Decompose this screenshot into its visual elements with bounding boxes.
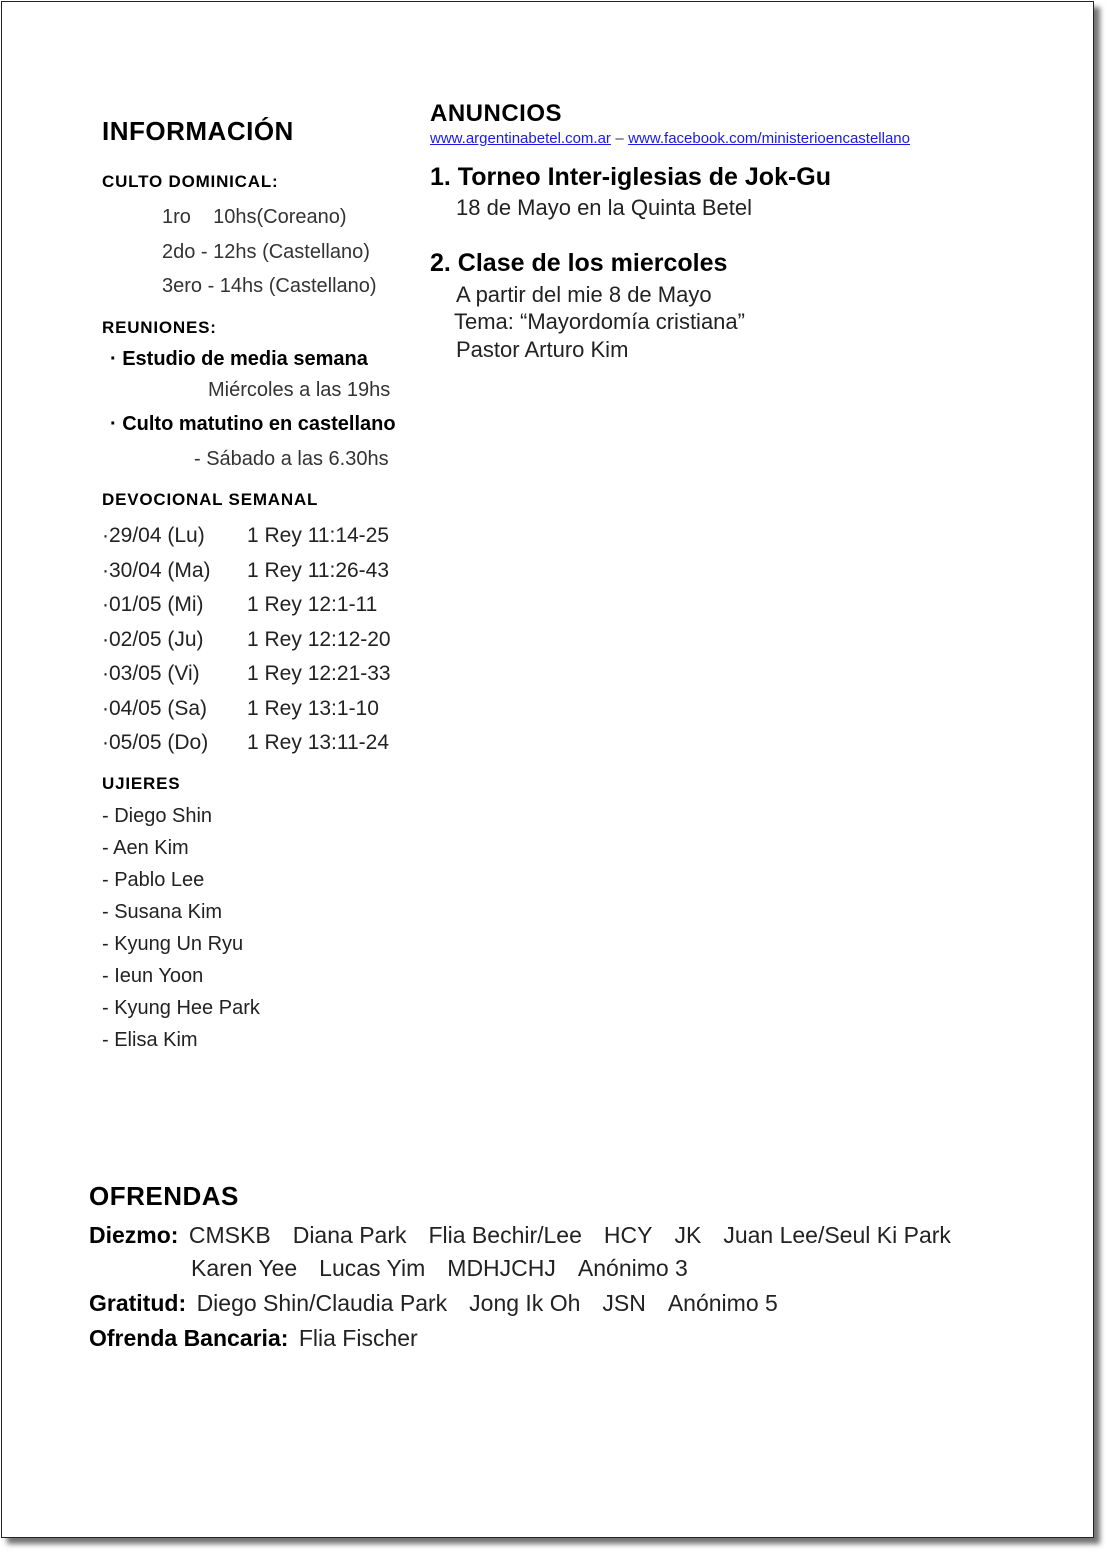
- donor-name: Diana Park: [292, 1222, 407, 1248]
- ujier-name: - Kyung Hee Park: [102, 997, 260, 1019]
- anuncio-2-line-3: Pastor Arturo Kim: [456, 337, 629, 362]
- donor-name: Diego Shin/Claudia Park: [196, 1290, 448, 1316]
- devocional-row: [102, 628, 402, 663]
- devocional-ref: 1 Rey 12:21-33: [247, 662, 391, 685]
- ujier-name: - Susana Kim: [102, 901, 223, 923]
- reunion-item-2-time: - Sábado a las 6.30hs: [194, 448, 389, 470]
- diezmo-row-2: [191, 1255, 688, 1282]
- bancaria-row: [89, 1325, 418, 1352]
- devocional-ref: 1 Rey 12:12-20: [247, 627, 391, 651]
- devocional-heading: DEVOCIONAL SEMANAL: [102, 490, 319, 509]
- devocional-row: [102, 697, 402, 732]
- donor-name: Flia Fischer: [298, 1325, 418, 1351]
- info-title: INFORMACIÓN: [102, 116, 294, 146]
- culto-line-1: 1ro 10hs(Coreano): [162, 206, 347, 228]
- reunion-item-2-title: · Culto matutino en castellano: [110, 413, 396, 435]
- ujier-name: - Kyung Un Ryu: [102, 933, 244, 955]
- anuncios-links: [430, 130, 910, 148]
- anuncio-1-title: 1. Torneo Inter-iglesias de Jok-Gu: [430, 163, 832, 191]
- anuncios-title: ANUNCIOS: [430, 100, 563, 127]
- ujier-name: - Aen Kim: [102, 837, 189, 859]
- ujier-name: - Pablo Lee: [102, 869, 205, 891]
- donor-name: JSN: [602, 1290, 646, 1316]
- devocional-row: [102, 559, 402, 594]
- donor-name: Anónimo 3: [577, 1255, 688, 1281]
- website-link[interactable]: www.argentinabetel.com.ar: [430, 130, 611, 147]
- devocional-ref: 1 Rey 11:14-25: [247, 524, 390, 547]
- devocional-row: [102, 593, 402, 628]
- link-separator: –: [615, 130, 624, 147]
- donor-name: MDHJCHJ: [447, 1255, 556, 1281]
- gratitud-label: Gratitud:: [89, 1290, 187, 1316]
- diezmo-label: Diezmo:: [89, 1222, 179, 1248]
- anuncio-2-line-2: Tema: “Mayordomía cristiana”: [454, 309, 745, 334]
- bulletin-page: [1, 1, 1094, 1538]
- devocional-row: [102, 524, 402, 559]
- devocional-date: ·03/05 (Vi): [102, 662, 200, 685]
- devocional-date: ·29/04 (Lu): [102, 524, 205, 547]
- ujieres-heading: UJIERES: [102, 774, 181, 793]
- devocional-ref: 1 Rey 12:1-11: [247, 593, 378, 616]
- devocional-date: ·30/04 (Ma): [102, 558, 211, 582]
- diezmo-row-1: [89, 1222, 951, 1249]
- devocional-ref: 1 Rey 13:1-10: [247, 696, 379, 720]
- anuncio-2-title: 2. Clase de los miercoles: [430, 249, 728, 277]
- devocional-date: ·02/05 (Ju): [102, 627, 204, 651]
- reuniones-heading: REUNIONES:: [102, 318, 217, 337]
- ujier-name: - Elisa Kim: [102, 1029, 198, 1051]
- donor-name: Flia Bechir/Lee: [428, 1222, 582, 1248]
- culto-heading: CULTO DOMINICAL:: [102, 172, 279, 191]
- devocional-date: ·04/05 (Sa): [102, 696, 208, 720]
- donor-name: Lucas Yim: [319, 1255, 426, 1281]
- devocional-date: ·01/05 (Mi): [102, 593, 204, 616]
- ujier-name: - Ieun Yoon: [102, 965, 204, 987]
- ujier-name: - Diego Shin: [102, 805, 213, 827]
- devocional-ref: 1 Rey 11:26-43: [247, 558, 390, 582]
- donor-name: Jong Ik Oh: [469, 1290, 581, 1316]
- gratitud-row: [89, 1290, 778, 1317]
- donor-name: HCY: [603, 1222, 653, 1248]
- anuncio-1-line-1: 18 de Mayo en la Quinta Betel: [456, 195, 752, 220]
- donor-name: Anónimo 5: [667, 1290, 778, 1316]
- bancaria-label: Ofrenda Bancaria:: [89, 1325, 289, 1351]
- ofrendas-title: OFRENDAS: [89, 1181, 239, 1211]
- donor-name: Karen Yee: [191, 1255, 298, 1281]
- reunion-item-1-title: · Estudio de media semana: [110, 348, 368, 370]
- ujieres-list: [102, 805, 260, 1061]
- devocional-row: [102, 731, 402, 766]
- donor-name: Juan Lee/Seul Ki Park: [723, 1222, 951, 1248]
- facebook-link[interactable]: www.facebook.com/ministerioencastellano: [628, 130, 910, 147]
- devocional-table: [102, 524, 402, 766]
- culto-line-2: 2do - 12hs (Castellano): [162, 241, 370, 263]
- devocional-row: [102, 662, 402, 697]
- anuncio-2-line-1: A partir del mie 8 de Mayo: [456, 282, 712, 307]
- devocional-ref: 1 Rey 13:11-24: [247, 731, 390, 754]
- culto-line-3: 3ero - 14hs (Castellano): [162, 275, 377, 297]
- donor-name: CMSKB: [188, 1222, 271, 1248]
- devocional-date: ·05/05 (Do): [102, 731, 209, 754]
- reunion-item-1-time: Miércoles a las 19hs: [208, 379, 391, 401]
- donor-name: JK: [674, 1222, 702, 1248]
